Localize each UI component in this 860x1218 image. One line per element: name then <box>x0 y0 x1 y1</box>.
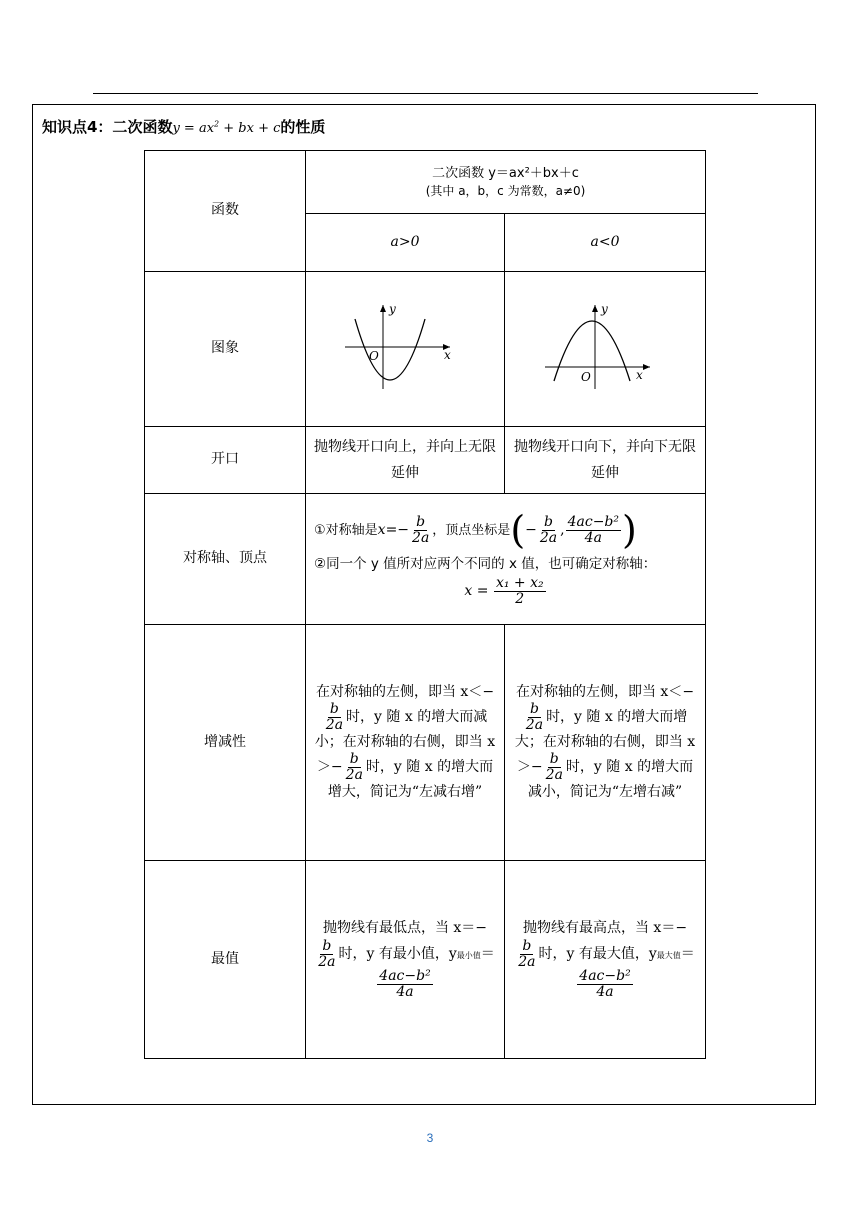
extreme-min-text: 抛物线有最低点，当 x＝− $\frac{b}{2a}$ 时，y 有最小值，y最小值＝ $\frac{\text{4ac−b²}}{4a}$ <box>306 861 505 1059</box>
x-axis-label: x <box>636 367 643 382</box>
extreme-label: 最值 <box>145 861 306 1059</box>
y-arrow <box>380 305 386 312</box>
extreme-max-text: 抛物线有最高点，当 x＝− $\frac{b}{2a}$ 时，y 有最大值，y最大值＝ $\frac{\text{4ac−b²}}{4a}$ <box>505 861 706 1059</box>
parabola-down <box>554 321 630 381</box>
axis-formula-line: ①对称轴是x=− $\frac{b}{2a}$ ，顶点坐标是(− $\frac{b}{2a}$ , $\frac{\text{4ac−b²}}{4a}$ ) <box>314 508 637 553</box>
downward-parabola-graph <box>540 301 670 391</box>
y-axis-label: y <box>601 301 608 316</box>
opening-label: 开口 <box>145 427 306 494</box>
axis-vertex-cell <box>306 494 706 625</box>
axis-alternate-line: ②同一个 y 值所对应两个不同的 x 值，也可确定对称轴： <box>314 556 657 573</box>
case-a-positive: a>0 <box>306 214 505 272</box>
min-value-fraction: $\frac{\text{4ac−b²}}{4a}$ <box>379 968 431 1000</box>
function-title: 二次函数 y＝ax²＋bx＋c <box>432 165 579 181</box>
monotonic-up-text: 在对称轴的左侧，即当 x＜− $\frac{b}{2a}$ 时，y 随 x 的增大而减小；在对称轴的右侧，即当 x＞− $\frac{b}{2a}$ 时，y 随 x 的增大而增大，简记为“左减右增” <box>306 625 505 861</box>
graph-label: 图象 <box>145 272 306 427</box>
vertex-x-fraction: $\frac{b}{2a}$ <box>539 514 558 546</box>
x-arrow <box>643 364 650 370</box>
opening-down-text: 抛物线开口向下，并向下无限延伸 <box>505 427 706 494</box>
origin-label: O <box>369 348 379 363</box>
max-value-fraction: $\frac{\text{4ac−b²}}{4a}$ <box>579 968 631 1000</box>
properties-table <box>144 150 706 1059</box>
axis-vertex-label: 对称轴、顶点 <box>145 494 306 625</box>
axis-midpoint-formula: x = $\frac{\text{x₁ + x₂}}{2}$ <box>464 575 544 607</box>
x-axis-label: x <box>444 347 451 362</box>
graph-downward-cell <box>505 272 706 427</box>
case-a-negative: a<0 <box>505 214 706 272</box>
function-title-cell <box>306 151 706 214</box>
function-label: 函数 <box>145 151 306 272</box>
origin-label: O <box>581 369 591 384</box>
y-axis-label: y <box>389 301 396 316</box>
monotonic-label: 增减性 <box>145 625 306 861</box>
monotonic-down-text: 在对称轴的左侧，即当 x＜− $\frac{b}{2a}$ 时，y 随 x 的增大而增大；在对称轴的右侧，即当 x＞− $\frac{b}{2a}$ 时，y 随 x 的增大而减小，简记为“左增右减” <box>505 625 706 861</box>
opening-up-text: 抛物线开口向上，并向上无限延伸 <box>306 427 505 494</box>
fraction-b-2a: $\frac{b}{2a}$ <box>412 514 430 546</box>
function-subtitle: (其中 a，b，c 为常数，a≠0) <box>425 183 586 198</box>
header-rule <box>93 93 758 94</box>
upward-parabola-graph <box>340 301 470 391</box>
vertex-y-fraction: $\frac{\text{4ac−b²}}{4a}$ <box>567 514 619 546</box>
section-heading: 知识点4：二次函数$y = ax^2$ + bx + c的性质 <box>42 118 326 136</box>
page-number: 3 <box>426 1131 434 1145</box>
y-arrow <box>592 305 598 312</box>
graph-upward-cell <box>306 272 505 427</box>
parabola-up <box>355 319 425 380</box>
